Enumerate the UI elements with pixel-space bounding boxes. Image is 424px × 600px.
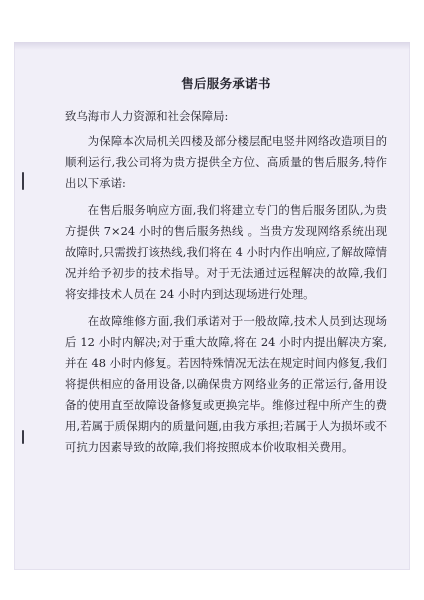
scan-shadow xyxy=(14,42,410,50)
document-title: 售后服务承诺书 xyxy=(181,76,271,91)
paragraph-repair: 在故障维修方面,我们承诺对于一般故障,技术人员到达现场后 12 小时内解决;对于重大故障,将在 24 小时内提出解决方案,并在 48 小时内修复。若因特殊情况无法在规定时间内修复,我们将提供相应的备用设备,以确保贵方网络业务的正常运行,备用设备的使用直至故障设备修复或更换完毕。维修过程中所产生的费用,若属于质保期内的质量问题,由我方承担;若属于人为损坏或不可抗力因素导致的故障,我们将按照成本价收取相关费用。 xyxy=(65,314,387,454)
document-body xyxy=(65,74,387,464)
pen-mark xyxy=(22,172,24,190)
paragraph-intro: 为保障本次局机关四楼及部分楼层配电竖井网络改造项目的顺利运行,我公司将为贵方提供全方位、高质量的售后服务,特作出以下承诺: xyxy=(65,134,387,190)
paragraph-response: 在售后服务响应方面,我们将建立专门的售后服务团队,为贵方提供 7×24 小时的售后服务热线 。当贵方发现网络系统出现故障时,只需拨打该热线,我们将在 4 小时内作出响应,了解故障情况并给予初步的技术指导。对于无法通过远程解决的故障,我们将安排技术人员在 24 小时内到达现场进行处理。 xyxy=(65,203,387,301)
salutation: 致乌海市人力资源和社会保障局: xyxy=(65,109,229,123)
pen-mark xyxy=(22,430,24,444)
